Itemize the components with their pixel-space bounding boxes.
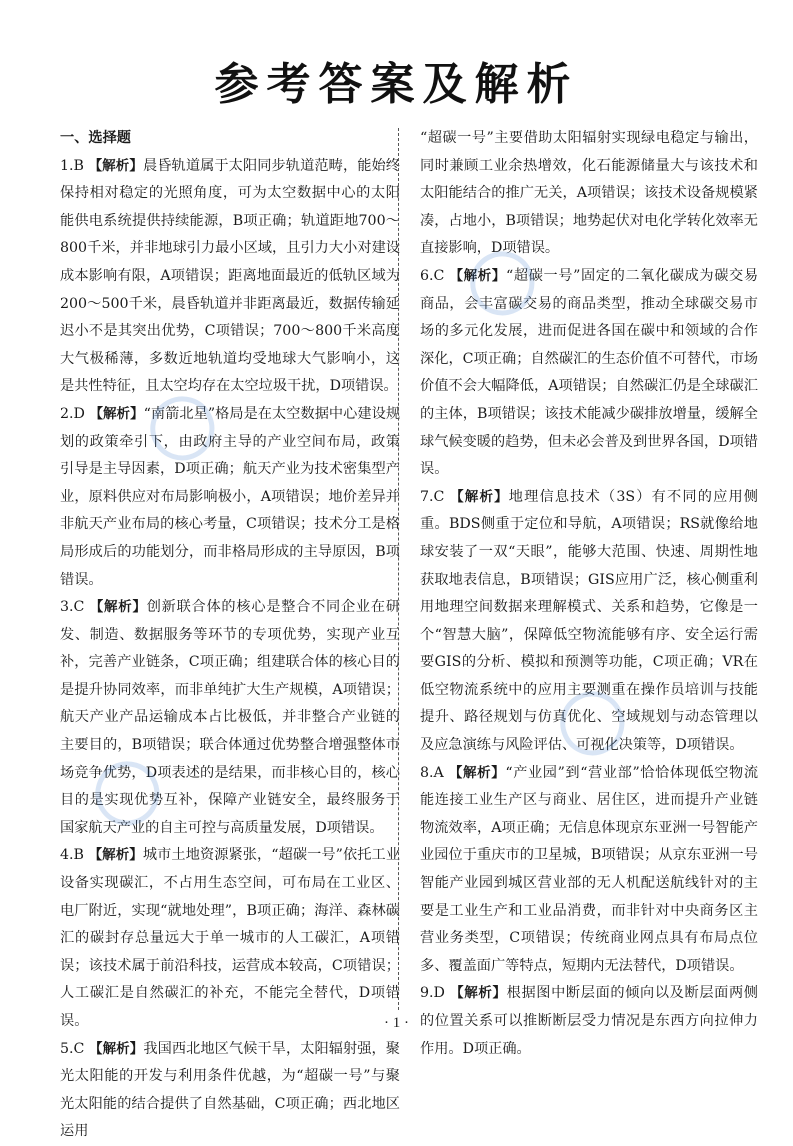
answer-item-3: [60, 594, 400, 842]
right-column: [420, 125, 758, 1063]
page-title: 参考答案及解析: [214, 59, 579, 110]
answer-text: 地理信息技术（3S）有不同的应用侧重。BDS侧重于定位和导航，A项错误；RS就像给地球安装了一双“天眼”，能够大范围、快速、周期性地获取地表信息，B项错误；GIS应用广泛，核心侧重利用地理空间数据来理解模式、关系和趋势，它像是一个“智慧大脑”，保障低空物流能够有序、安全运行需要GIS的分析、模拟和预测等功能，C项正确；VR在低空物流系统中的应用主要测重在操作员培训与技能提升、路径规划与仿真优化、空域规划与动态管理以及应急演练与风险评估、可视化决策等，D项错误。: [420, 488, 758, 754]
analysis-tag: 【解析】: [88, 847, 143, 864]
analysis-tag: 【解析】: [89, 1040, 144, 1057]
answer-number: 2.D: [60, 405, 85, 422]
answer-text: 晨昏轨道属于太阳同步轨道范畴，能始终保持相对稳定的光照角度，可为太空数据中心的太阳能供电系统提供持续能源，B项正确；轨道距地700～800千米，并非地球引力最小区域，且引力大小对建设成本影响有限，A项错误；距离地面最近的低轨区域为200～500千米，晨昏轨道并非距离最近，数据传输延迟小不是其突出优势，C项错误；700～800千米高度大气极稀薄，多数近地轨道均受地球大气影响小，这是共性特征，且太空均存在太空垃圾干扰，D项错误。: [60, 157, 400, 395]
section-heading: 一、选择题: [60, 130, 131, 146]
analysis-tag: 【解析】: [450, 985, 507, 1002]
answer-item-5: [60, 1036, 400, 1146]
answer-text: “超碳一号”固定的二氧化碳成为碳交易商品，会丰富碳交易的商品类型，推动全球碳交易市场的多元化发展，进而促进各国在碳中和领域的合作深化，C项正确；自然碳汇的生态价值不可替代，市场价值不会大幅降低，A项错误；自然碳汇仍是全球碳汇的主体，B项错误；该技术能减少碳排放增量，缓解全球气候变暖的趋势，但未必会普及到世界各国，D项错误。: [420, 267, 759, 478]
answer-text: “南箭北星”格局是在太空数据中心建设规划的政策牵引下，由政府主导的产业空间布局，政策引导是主导因素，D项正确；航天产业为技术密集型产业，原料供应对布局影响极小，A项错误；地价差异并非航天产业布局的核心考量，C项错误；技术分工是格局形成后的功能划分，而非格局形成的主导原因，B项错误。: [60, 405, 401, 588]
analysis-tag: 【解析】: [89, 405, 144, 422]
answer-number: 3.C: [60, 599, 85, 616]
answer-item-8: [420, 760, 758, 981]
answer-item-7: [420, 484, 758, 760]
column-divider: [398, 128, 399, 1010]
answer-item-2: [60, 401, 400, 594]
answer-text: “产业园”到“营业部”恰恰体现低空物流能连接工业生产区与商业、居住区，进而提升产业链物流效率，A项正确；无信息体现京东亚洲一号智能产业园位于重庆市的卫星城，B项错误；从京东亚洲一号智能产业园到城区营业部的无人机配送航线针对的主要是工业生产和工业品消费，而非针对中央商务区主营业务类型，C项错误；传统商业网点具有布局点位多、覆盖面广等特点，短期内无法替代，D项错误。: [420, 764, 759, 974]
page-number: · 1 ·: [384, 1015, 409, 1031]
answer-number: 5.C: [60, 1040, 85, 1057]
left-column: [60, 125, 400, 1146]
answer-item-1: [60, 153, 400, 401]
analysis-tag: 【解析】: [450, 488, 509, 505]
answer-number: 9.D: [420, 985, 445, 1002]
answer-text: 城市土地资源紧张，“超碳一号”依托工业设备实现碳汇，不占用生态空间，可布局在工业区、电厂附近，实现“就地处理”，B项正确；海洋、森林碳汇的碳封存总量远大于单一城市的人工碳汇，A项错误；该技术属于前沿科技，运营成本较高，C项错误；人工碳汇是自然碳汇的补充，不能完全替代，D项错误。: [60, 847, 401, 1029]
answer-text: 创新联合体的核心是整合不同企业在研发、制造、数据服务等环节的专项优势，实现产业互补，完善产业链条，C项正确；组建联合体的核心目的是提升协同效率，而非单纯扩大生产规模，A项错误；航天产业产品运输成本占比极低，并非整合产业链的主要目的，B项错误；联合体通过优势整合增强整体市场竞争优势，D项表述的是结果，而非核心目的，核心目的是实现优势互补，保障产业链安全，最终服务于国家航天产业的自主可控与高质量发展，D项错误。: [60, 599, 401, 836]
answer-item-6: [420, 263, 758, 484]
answer-number: 7.C: [420, 488, 445, 505]
answer-item-5-continuation: “超碳一号”主要借助太阳辐射实现绿电稳定与输出，同时兼顾工业余热增效，化石能源储量大与该技术和太阳能结合的推广无关，A项错误；该技术设备规模紧凑，占地小，B项错误；地势起伏对电化学转化效率无直接影响，D项错误。: [420, 130, 758, 257]
analysis-tag: 【解析】: [448, 764, 506, 781]
analysis-tag: 【解析】: [89, 599, 147, 616]
analysis-tag: 【解析】: [88, 157, 143, 174]
answer-number: 4.B: [60, 847, 84, 864]
answer-text: 根据图中断层面的倾向以及断层面两侧的位置关系可以推断断层受力情况是东西方向拉伸力作用。D项正确。: [420, 985, 758, 1057]
analysis-tag: 【解析】: [449, 267, 507, 284]
answer-text: 我国西北地区气候干旱，太阳辐射强，聚光太阳能的开发与利用条件优越，为“超碳一号”与聚光太阳能的结合提供了自然基础，C项正确；西北地区运用: [60, 1040, 400, 1140]
answer-number: 8.A: [420, 764, 444, 781]
answer-number: 1.B: [60, 157, 84, 174]
answer-number: 6.C: [420, 267, 445, 284]
answer-item-4: [60, 842, 400, 1035]
